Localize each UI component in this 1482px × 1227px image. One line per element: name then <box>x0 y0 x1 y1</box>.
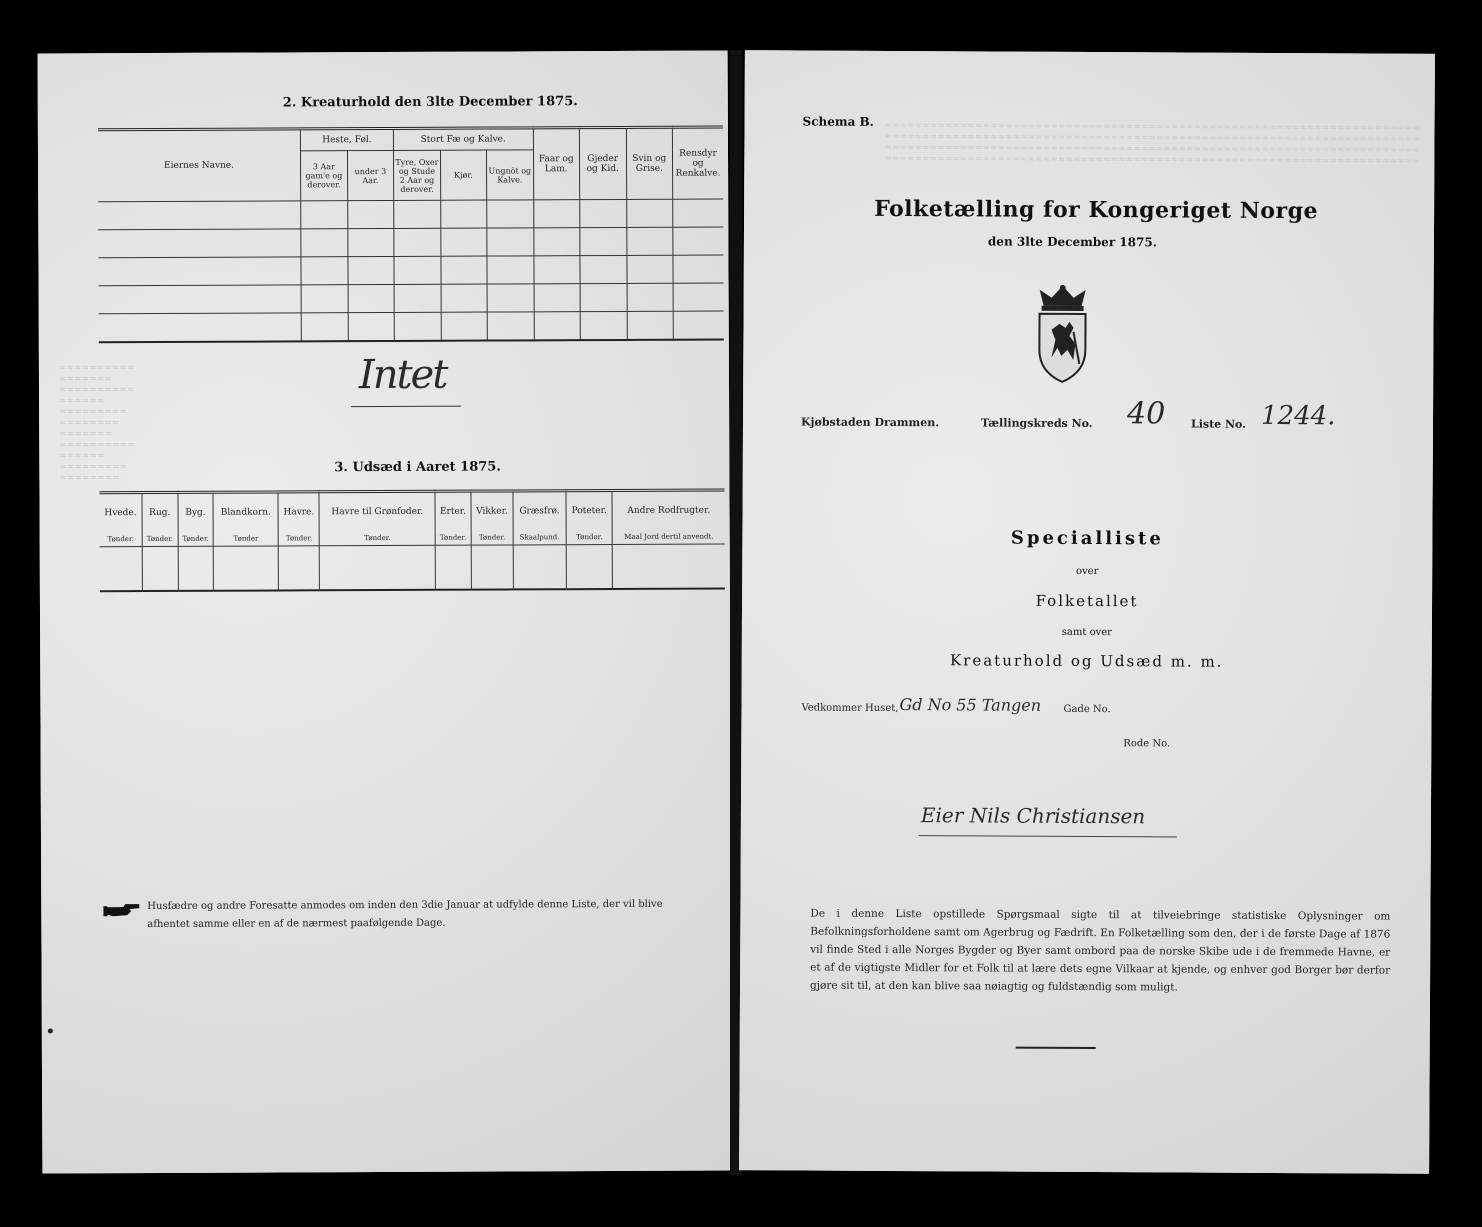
right-page <box>739 50 1435 1174</box>
handwritten-intet: Intet <box>358 351 447 399</box>
notice-line-1: Husfædre og andre Foresatte anmodes om inden den 3die Januar at udfylde denne Liste, der vil blive <box>147 898 663 913</box>
udsaed-col-unit: Tønder. <box>471 531 513 545</box>
udsaed-col-header: Vikker. <box>471 491 513 531</box>
kreaturhold-title: Kreaturhold og Udsæd m. m. <box>949 651 1224 671</box>
udsaed-col-header: Havre. <box>278 492 319 532</box>
heste-sub2: under 3 Aar. <box>347 150 394 200</box>
fae-sub2: Kjør. <box>440 150 486 200</box>
kjobstad-label: Kjøbstaden Drammen. <box>800 415 940 430</box>
udsaed-col-unit: Maal Jord dertil anvendt. <box>613 530 725 544</box>
signature-underline <box>919 835 1177 837</box>
table-row <box>99 283 724 314</box>
schema-label: Schema B. <box>802 114 874 129</box>
udsaed-col-unit: Tønder. <box>142 532 178 546</box>
udsaed-col-header: Poteter. <box>566 491 613 531</box>
udsaed-cell <box>320 545 436 590</box>
gade-label: Gade No. <box>1063 703 1111 716</box>
udsaed-cell <box>278 546 319 590</box>
heste-header: Heste, Føl. <box>300 128 393 150</box>
main-subtitle: den 3lte December 1875. <box>987 234 1157 250</box>
svin-header: Svin og Grise. <box>626 127 673 199</box>
udsaed-cell <box>213 546 278 590</box>
liste-value: 1244. <box>1260 400 1336 432</box>
table-row <box>98 227 723 258</box>
kreaturhold-table <box>98 126 724 343</box>
vedkommer-label: Vedkommer Huset, <box>801 702 899 715</box>
kreds-value: 40 <box>1126 396 1166 432</box>
stort-fae-header: Stort Fæ og Kalve. <box>393 128 533 151</box>
udsaed-col-unit: Tønder. <box>320 531 436 546</box>
udsaed-col-unit: Tønder. <box>100 533 142 547</box>
over-label-1: over <box>1075 565 1099 578</box>
rode-label: Rode No. <box>1123 738 1171 750</box>
udsaed-col-header: Havre til Grønfoder. <box>319 491 435 532</box>
liste-label: Liste No. <box>1190 417 1247 431</box>
udsaed-col-header: Byg. <box>178 492 214 532</box>
eiernes-navne-header: Eiernes Navne. <box>98 129 301 202</box>
udsaed-cell <box>100 547 143 591</box>
fae-sub1: Tyre, Oxer og Stude 2 Aar og derover. <box>394 150 441 200</box>
udsaed-cell <box>471 545 513 589</box>
udsaed-table <box>99 489 724 592</box>
table-row <box>98 199 723 230</box>
folketallet-title: Folketallet <box>1035 591 1139 611</box>
heste-sub1: 3 Aar gam'e og derover. <box>300 151 347 201</box>
section3-title: 3. Udsæd i Aaret 1875. <box>334 459 501 476</box>
udsaed-col-header: Erter. <box>435 491 471 531</box>
pointing-hand-icon <box>103 901 141 919</box>
udsaed-cell <box>566 545 613 589</box>
udsaed-cell <box>178 546 214 590</box>
margin-dot <box>48 1028 53 1033</box>
eier-signature: Eier Nils Christiansen <box>920 803 1146 829</box>
samt-over-label: samt over <box>1061 626 1112 639</box>
coat-of-arms-icon <box>1029 284 1096 386</box>
specialliste-title: Specialliste <box>1010 527 1164 550</box>
udsaed-col-header: Græsfrø. <box>513 491 566 531</box>
huset-value: Gd No 55 Tangen <box>899 695 1042 715</box>
notice-text <box>147 896 717 934</box>
faar-header: Faar og Lam. <box>533 128 580 200</box>
left-page <box>38 50 733 1173</box>
intet-underline <box>351 406 461 407</box>
rensdyr-header: Rensdyr og Renkalve. <box>672 127 723 199</box>
notice-line-2: afhentet samme eller en af de nærmest paafølgende Dage. <box>147 917 446 931</box>
udsaed-col-header: Hvede. <box>99 493 142 533</box>
explanatory-paragraph: De i denne Liste opstillede Spørgsmaal sigte til at tilveiebringe statistiske Oplysninger om Befolkningsforholdene samt om Agerbrug og Fædrift. En Folketælling som den, der i de første Dage af 1876 vil finde Sted i alle Norges Bygder og Byer samt ombord paa de norske Skibe ude i de fremmede Havne, er et af de vigtigste Midler for et Folk til at lære dets egne Vilkaar at kjende, og enhver god Borger bør derfor gjøre sit til, at den kan blive saa nøiagtig og fuldstændig som muligt. <box>810 907 1391 994</box>
udsaed-cell <box>142 546 178 590</box>
gjeder-header: Gjeder og Kid. <box>579 127 626 199</box>
udsaed-cell <box>613 544 725 588</box>
bleed-through-right: ≈≈≈≈≈≈≈≈≈≈≈≈≈≈≈≈≈≈≈≈≈≈≈≈≈≈≈≈≈≈≈≈≈≈≈≈≈≈≈≈≈≈≈≈≈≈≈≈≈≈≈≈≈≈≈≈≈≈≈≈≈≈≈≈≈≈≈≈≈≈≈ ≈≈≈≈≈≈≈≈≈≈≈≈≈≈≈≈≈≈≈≈≈≈≈≈≈≈≈≈≈≈≈≈≈≈≈≈≈≈≈≈≈≈≈≈≈≈≈≈≈≈≈≈≈≈≈≈≈≈≈≈≈≈≈≈≈≈≈≈≈≈≈ ≈≈≈≈≈≈≈≈≈≈≈≈≈≈≈≈≈≈≈≈≈≈≈≈≈≈≈≈≈≈≈≈≈≈≈≈≈≈≈≈≈≈≈≈≈≈≈≈≈≈≈≈≈≈≈≈≈≈≈≈≈≈≈≈≈≈≈≈≈≈≈ ≈≈≈≈≈≈≈≈≈≈≈≈≈≈≈≈≈≈≈≈≈≈≈≈≈≈≈≈≈≈≈≈≈≈≈≈≈≈≈≈≈≈≈≈≈≈≈≈≈≈≈≈≈≈≈≈≈≈≈≈≈≈≈≈≈≈≈≈≈≈≈ <box>884 120 1420 167</box>
section2-title: 2. Kreaturhold den 3lte December 1875. <box>282 94 578 111</box>
table-row <box>99 311 724 342</box>
udsaed-col-unit: Tønder <box>213 532 278 546</box>
udsaed-cell <box>435 545 471 589</box>
udsaed-col-unit: Skaalpund. <box>513 531 566 545</box>
udsaed-col-unit: Tønder. <box>278 532 319 546</box>
bleed-through-left: ≈≈≈≈≈≈≈≈≈≈ ≈≈≈≈≈≈≈ ≈≈≈≈≈≈≈≈≈≈ ≈≈≈≈≈≈ ≈≈≈≈≈≈≈≈≈ ≈≈≈≈≈≈≈≈ ≈≈≈≈≈≈≈ ≈≈≈≈≈≈≈≈≈≈ ≈≈≈≈≈≈ ≈≈≈≈≈≈≈≈≈ ≈≈≈≈≈≈≈≈ <box>58 363 135 484</box>
fae-sub3: Ungnöt og Kalve. <box>486 150 533 200</box>
udsaed-col-unit: Tønder. <box>435 531 471 545</box>
udsaed-col-header: Rug. <box>142 492 178 532</box>
udsaed-cell <box>513 545 566 589</box>
table-row <box>98 255 723 286</box>
udsaed-col-header: Blandkorn. <box>213 492 278 532</box>
bottom-rule <box>1016 1047 1096 1049</box>
kreds-label: Tællingskreds No. <box>980 416 1093 431</box>
udsaed-col-unit: Tønder. <box>566 531 613 545</box>
main-title: Folketælling for Kongeriget Norge <box>874 195 1319 225</box>
udsaed-col-unit: Tønder. <box>178 532 214 546</box>
udsaed-col-header: Andre Rodfrugter. <box>612 490 724 530</box>
